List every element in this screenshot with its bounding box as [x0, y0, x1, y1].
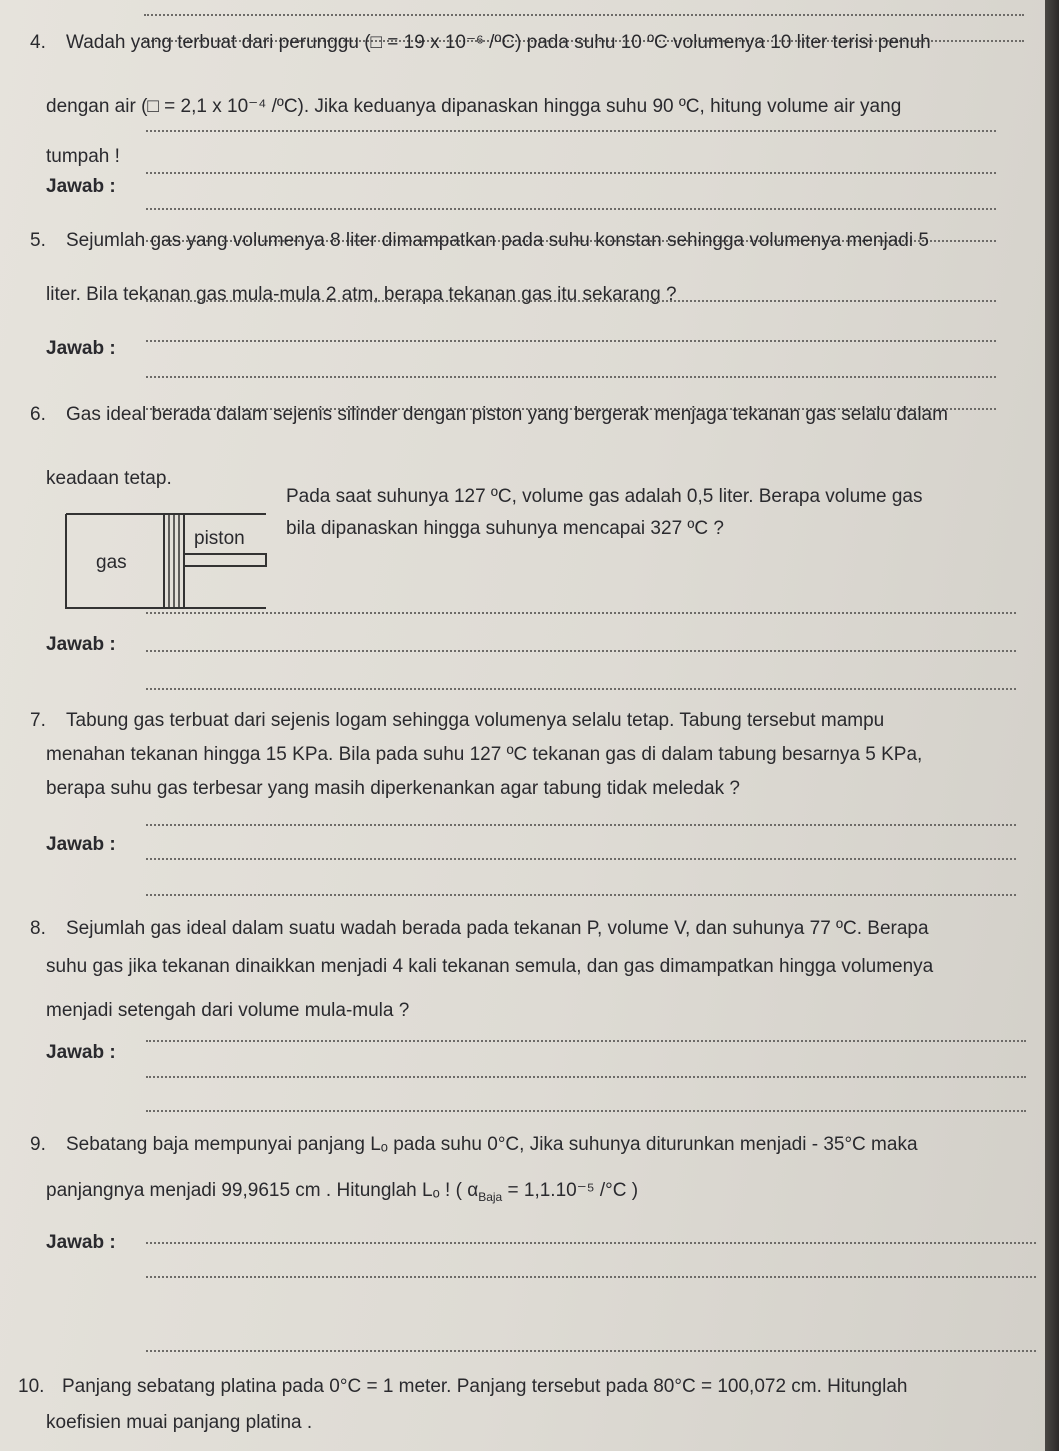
question-6-line-2: keadaan tetap.	[46, 468, 172, 489]
alpha-subscript: Baja	[478, 1189, 503, 1204]
page-shadow-edge	[1045, 0, 1059, 1451]
question-5-line-2: liter. Bila tekanan gas mula-mula 2 atm, berapa tekanan gas itu sekarang ?	[46, 284, 677, 305]
diagram-label-piston: piston	[194, 528, 245, 549]
question-7-line-2: menahan tekanan hingga 15 KPa. Bila pada suhu 127 ºC tekanan gas di dalam tabung besarnya 5 KPa,	[46, 744, 923, 765]
answer-label: Jawab :	[46, 1232, 116, 1253]
question-8-line-2: suhu gas jika tekanan dinaikkan menjadi 4 kali tekanan semula, dan gas dimampatkan hingga volumenya	[46, 956, 934, 977]
answer-line[interactable]	[146, 1242, 1036, 1244]
piston-rod	[184, 554, 266, 566]
question-number: 7.	[30, 710, 46, 731]
question-text: Gas ideal berada dalam sejenis silinder dengan piston yang bergerak menjaga tekanan gas selalu dalam	[66, 404, 948, 425]
question-10-line-2: koefisien muai panjang platina .	[46, 1412, 313, 1433]
answer-label: Jawab :	[46, 176, 116, 197]
answer-label: Jawab :	[46, 834, 116, 855]
answer-line[interactable]	[146, 172, 996, 174]
question-8	[30, 912, 929, 945]
answer-line[interactable]	[146, 1110, 1026, 1112]
diagram-label-gas: gas	[96, 552, 127, 573]
question-number: 10.	[18, 1376, 45, 1397]
question-6	[30, 398, 948, 431]
answer-line[interactable]	[146, 894, 1016, 896]
answer-line[interactable]	[146, 1350, 1036, 1352]
question-text: Sejumlah gas ideal dalam suatu wadah berada pada tekanan P, volume V, dan suhunya 77 ºC. Berapa	[66, 918, 929, 939]
question-4	[30, 26, 931, 59]
answer-label: Jawab :	[46, 634, 116, 655]
answer-line[interactable]	[146, 1040, 1026, 1042]
question-9	[30, 1128, 918, 1161]
question-number: 8.	[30, 918, 46, 939]
answer-line[interactable]	[146, 376, 996, 378]
answer-line[interactable]	[146, 824, 1016, 826]
answer-line[interactable]	[146, 340, 996, 342]
question-number: 5.	[30, 230, 46, 251]
answer-line[interactable]	[146, 300, 996, 302]
question-7	[30, 704, 884, 737]
answer-line[interactable]	[146, 208, 996, 210]
question-10	[18, 1370, 907, 1403]
question-number: 9.	[30, 1134, 46, 1155]
answer-line[interactable]	[146, 650, 1016, 652]
answer-line[interactable]	[146, 858, 1016, 860]
question-4-line-2: dengan air (□ = 2,1 x 10⁻⁴ /ºC). Jika keduanya dipanaskan hingga suhu 90 ºC, hitung volume air yang	[46, 96, 902, 117]
question-5	[30, 224, 929, 257]
question-number: 6.	[30, 404, 46, 425]
question-text: Sebatang baja mempunyai panjang Lₒ pada suhu 0°C, Jika suhunya diturunkan menjadi - 35°C maka	[66, 1134, 918, 1155]
answer-line	[144, 14, 1024, 16]
question-text: Wadah yang terbuat dari perunggu (□ = 19 x 10⁻⁶ /ºC) pada suhu 10 ºC volumenya 10 liter terisi penuh	[66, 32, 931, 53]
question-number: 4.	[30, 32, 46, 53]
answer-line[interactable]	[146, 612, 1016, 614]
question-text: Tabung gas terbuat dari sejenis logam sehingga volumenya selalu tetap. Tabung tersebut mampu	[66, 710, 885, 731]
question-6-line-4: bila dipanaskan hingga suhunya mencapai 327 ºC ?	[286, 518, 724, 539]
answer-line[interactable]	[146, 1076, 1026, 1078]
question-text: Sejumlah gas yang volumenya 8 liter dimampatkan pada suhu konstan sehingga volumenya menjadi 5	[66, 230, 929, 251]
question-4-line-3: tumpah !	[46, 146, 120, 167]
question-7-line-3: berapa suhu gas terbesar yang masih diperkenankan agar tabung tidak meledak ?	[46, 778, 740, 799]
answer-label: Jawab :	[46, 338, 116, 359]
question-9-line-2: panjangnya menjadi 99,9615 cm . Hitunglah Lₒ ! ( $\alpha_{Baja} = 1,1.10^{-5}$ /°C )	[46, 1180, 639, 1204]
piston-cylinder-diagram	[66, 512, 276, 612]
question-6-line-3: Pada saat suhunya 127 ºC, volume gas adalah 0,5 liter. Berapa volume gas	[286, 486, 923, 507]
question-8-line-3: menjadi setengah dari volume mula-mula ?	[46, 1000, 410, 1021]
answer-line[interactable]	[146, 1276, 1036, 1278]
question-text: Panjang sebatang platina pada 0°C = 1 meter. Panjang tersebut pada 80°C = 100,072 cm. Hitunglah	[62, 1376, 908, 1397]
answer-label: Jawab :	[46, 1042, 116, 1063]
answer-line[interactable]	[146, 130, 996, 132]
answer-line[interactable]	[146, 688, 1016, 690]
